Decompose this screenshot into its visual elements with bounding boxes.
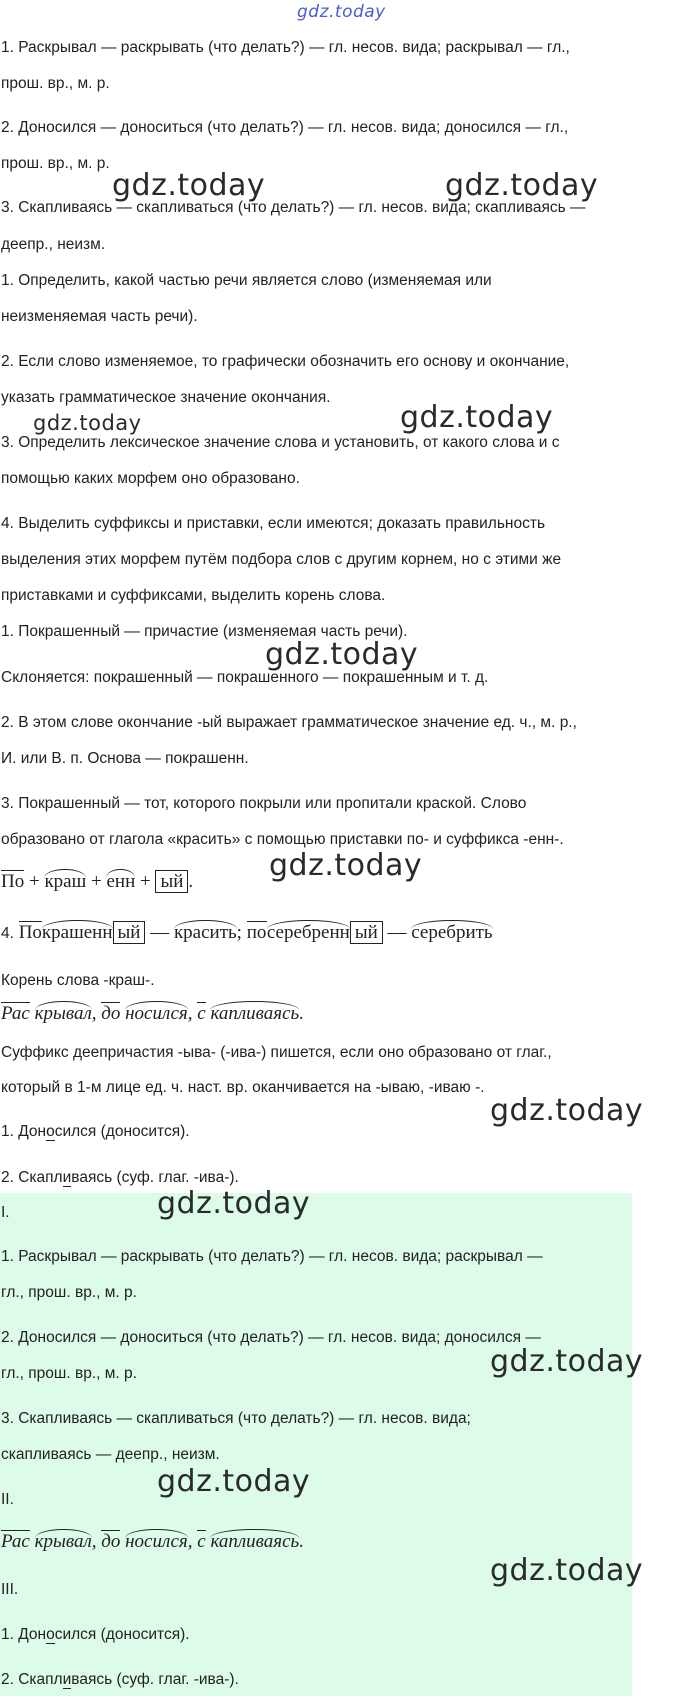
text: 2. Скапл xyxy=(1,1169,63,1186)
root-mark: крывал xyxy=(34,1531,92,1552)
comma: , xyxy=(91,1531,97,1552)
dash: — xyxy=(150,922,170,943)
text-line: скапливаясь — деепр., неизм. xyxy=(1,1446,220,1463)
text-line: выделения этих морфем путём подбора слов с другим корнем, но с этими же xyxy=(1,551,562,568)
text: 1. Дон xyxy=(1,1626,47,1643)
stressed-vowel: о xyxy=(46,1123,55,1140)
watermark-top: gdz.today xyxy=(297,2,386,22)
text-line: гл., прош. вр., м. р. xyxy=(1,1284,137,1301)
orthogram: и xyxy=(62,1671,72,1688)
text-line: помощью каких морфем оно образовано. xyxy=(1,470,300,487)
text-line: 2. Доносился — доноситься (что делать?) — гл. несов. вида; доносился — xyxy=(1,1329,541,1346)
section-numeral: III. xyxy=(1,1581,19,1598)
period: . xyxy=(188,871,194,892)
ending-box: ый xyxy=(350,921,383,944)
prefix-mark: с xyxy=(197,1531,206,1552)
period: . xyxy=(299,1003,304,1024)
spelling-line xyxy=(1,1122,190,1142)
text-line: 3. Определить лексическое значение слова и установить, от какого слова и с xyxy=(1,434,560,451)
text: сится). xyxy=(140,1123,190,1140)
text-line: прош. вр., м. р. xyxy=(1,75,110,92)
prefix-mark: до xyxy=(101,1531,121,1552)
text-line: Корень слова -краш-. xyxy=(1,972,155,989)
ending-box: ый xyxy=(113,921,146,944)
watermark: gdz.today xyxy=(112,168,266,203)
root-mark: капливаясь xyxy=(210,1003,300,1024)
morpheme-scheme xyxy=(1,872,193,892)
watermark: gdz.today xyxy=(157,1186,311,1221)
root-mark: крывал xyxy=(34,1003,92,1024)
prefix-mark: По xyxy=(18,922,42,943)
text: 1. Дон xyxy=(1,1123,47,1140)
text-line: указать грамматическое значение окончания. xyxy=(1,389,331,406)
text-line: 3. Покрашенный — тот, которого покрыли или пропитали краской. Слово xyxy=(1,795,527,812)
section-numeral: I. xyxy=(1,1204,10,1221)
text-line: 2. Если слово изменяемое, то графически обозначить его основу и окончание, xyxy=(1,353,570,370)
text-line: 2. Доносился — доноситься (что делать?) — гл. несов. вида; доносился — гл., xyxy=(1,119,569,136)
comma: , xyxy=(187,1531,193,1552)
text: сится). xyxy=(140,1626,190,1643)
text: сился (дон xyxy=(54,1123,133,1140)
plus-sign: + xyxy=(28,871,40,892)
root-mark: крашенн xyxy=(41,922,113,943)
root-mark: серебренн xyxy=(266,922,350,943)
root-mark: носился xyxy=(125,1003,188,1024)
text: сился (дон xyxy=(54,1626,133,1643)
spelling-line xyxy=(1,1168,239,1188)
text-line: деепр., неизм. xyxy=(1,236,106,253)
watermark: gdz.today xyxy=(157,1464,311,1499)
root-mark: капливаясь xyxy=(210,1531,300,1552)
text-line: образовано от глагола «красить» с помощью приставки по- и суффикса -енн-. xyxy=(1,831,564,848)
period: . xyxy=(299,1531,304,1552)
suffix-mark: енн xyxy=(106,871,136,892)
item-number: 4. xyxy=(1,925,14,942)
text-line: 3. Скапливаясь — скапливаться (что делать?) — гл. несов. вида; скапливаясь — xyxy=(1,199,586,216)
text-line: Склоняется: покрашенный — покрашенного — покрашенным и т. д. xyxy=(1,669,489,686)
text: ваясь (суф. глаг. -ива-). xyxy=(71,1671,239,1688)
section-numeral: II. xyxy=(1,1491,14,1508)
plus-sign: + xyxy=(140,871,151,892)
prefix-mark: По xyxy=(1,871,25,892)
text-line: приставками и суффиксами, выделить корень слова. xyxy=(1,587,386,604)
prefix-mark: до xyxy=(101,1003,121,1024)
text: ваясь (суф. глаг. -ива-). xyxy=(71,1169,239,1186)
morpheme-parse xyxy=(1,1004,304,1024)
morpheme-comparison xyxy=(1,923,493,944)
text-line: 1. Покрашенный — причастие (изменяемая часть речи). xyxy=(1,623,408,640)
spelling-line xyxy=(1,1670,239,1690)
ending-box: ый xyxy=(155,870,188,893)
text-line: И. или В. п. Основа — покрашенн. xyxy=(1,750,249,767)
morpheme-parse xyxy=(1,1532,304,1552)
prefix-mark: по xyxy=(246,922,267,943)
watermark: gdz.today xyxy=(265,637,419,672)
text-line: 1. Раскрывал — раскрывать (что делать?) — гл. несов. вида; раскрывал — гл., xyxy=(1,39,570,56)
watermark: gdz.today xyxy=(33,411,142,435)
text-line: который в 1-м лице ед. ч. наст. вр. оканчивается на -ываю, -иваю -. xyxy=(1,1079,485,1096)
text-line: 4. Выделить суффиксы и приставки, если имеются; доказать правильность xyxy=(1,515,546,532)
root-mark: носился xyxy=(125,1531,188,1552)
orthogram: и xyxy=(62,1169,72,1186)
text-line: прош. вр., м. р. xyxy=(1,155,110,172)
text-line: 1. Определить, какой частью речи является слово (изменяемая или xyxy=(1,272,492,289)
watermark: gdz.today xyxy=(490,1093,644,1128)
related-word: серебрить xyxy=(411,922,493,943)
prefix-mark: с xyxy=(197,1003,206,1024)
stressed-vowel: о xyxy=(46,1626,55,1643)
watermark: gdz.today xyxy=(490,1553,644,1588)
watermark: gdz.today xyxy=(490,1344,644,1379)
root-mark: краш xyxy=(44,871,87,892)
text: 2. Скапл xyxy=(1,1671,63,1688)
watermark: gdz.today xyxy=(269,848,423,883)
semicolon: ; xyxy=(236,922,242,943)
text-line: 1. Раскрывал — раскрывать (что делать?) — гл. несов. вида; раскрывал — xyxy=(1,1248,543,1265)
text-line: Суффикс деепричастия -ыва- (-ива-) пишется, если оно образовано от глаг., xyxy=(1,1044,552,1061)
comma: , xyxy=(187,1003,193,1024)
related-word: красить xyxy=(173,922,237,943)
text-line: неизменяемая часть речи). xyxy=(1,308,198,325)
spelling-line xyxy=(1,1625,190,1645)
dash: — xyxy=(387,922,407,943)
stressed-vowel: о xyxy=(132,1123,141,1140)
comma: , xyxy=(91,1003,97,1024)
stressed-vowel: о xyxy=(132,1626,141,1643)
text-line: 3. Скапливаясь — скапливаться (что делать?) — гл. несов. вида; xyxy=(1,1410,471,1427)
text-line: 2. В этом слове окончание -ый выражает грамматическое значение ед. ч., м. р., xyxy=(1,714,577,731)
prefix-mark: Рас xyxy=(1,1531,30,1552)
watermark: gdz.today xyxy=(445,168,599,203)
plus-sign: + xyxy=(91,871,102,892)
watermark: gdz.today xyxy=(400,400,554,435)
text-line: гл., прош. вр., м. р. xyxy=(1,1365,137,1382)
prefix-mark: Рас xyxy=(1,1003,30,1024)
